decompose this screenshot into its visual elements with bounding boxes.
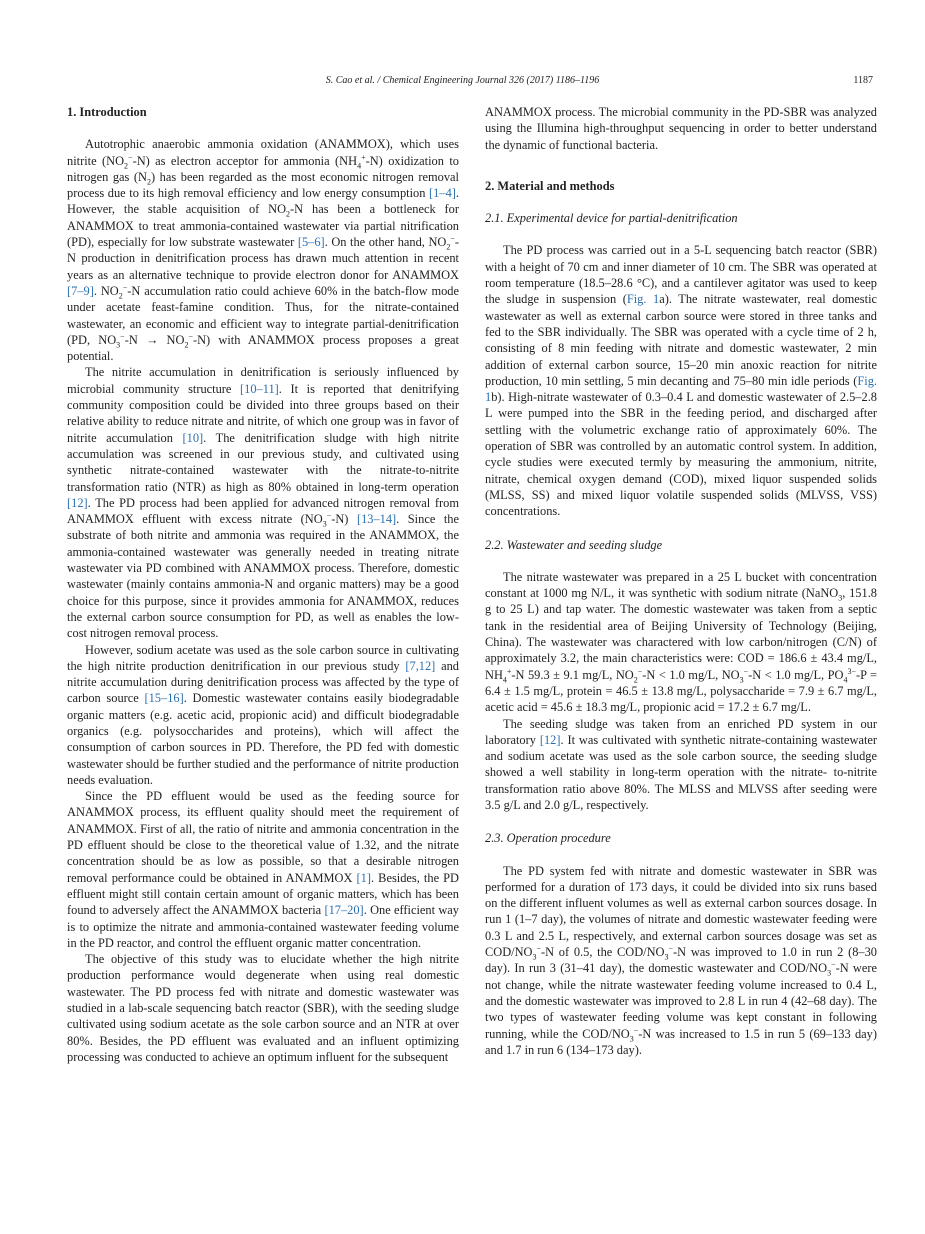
methods-2-2-paragraph-2: The seeding sludge was taken from an enriched PD system in our laboratory [12]. It was cultivated with synthetic nitrate-containing wastewater and sodium acetate was used as the sole carbon source, the seeding sludge showed a well stability in long-term operation with the nitrate- to-nitrite transformation ratio above 80%. The MLSS and MLVSS after seeding were 3.5 g/L and 2.0 g/L, respectively. [485,716,878,812]
subsection-heading-2-1: 2.1. Experimental device for partial-denitrification [485,211,738,226]
citation-link[interactable]: [10] [182,430,204,445]
citation-link[interactable]: [7,12] [405,658,436,673]
citation-link[interactable]: [10–11] [240,381,279,396]
intro-paragraph-4: Since the PD effluent would be used as the feeding source for ANAMMOX process, its effluent quality should meet the requirement of ANAMMOX. First of all, the ratio of nitrite and ammonia concentration in the PD effluent should be close to the theoretical value of 1.32, and the nitrate concentration should be as low as possible, so that a desirable nitrogen removal performance could be obtained in ANAMMOX [1]. Besides, the PD effluent might still contain certain amount of organic matters, which has been found to adversely affect the ANAMMOX bacteria [17–20]. One efficient way is to optimize the nitrate and ammonia-contained wastewater feeding volume in the PD reactor, and control the effluent organic matter concentration. [67,789,460,950]
citation-link[interactable]: [1–4] [429,186,456,201]
subsection-heading-2-3: 2.3. Operation procedure [485,831,611,846]
methods-2-2-paragraph-1: The nitrate wastewater was prepared in a 25 L bucket with concentration constant at 1000 mg N/L, it was synthetic with sodium nitrate (NaNO$_3$, 151.8 g to 25 L) and tap water. The domestic wastewater was taken from a septic tank in the residential area of Beijing University of Technology (Beijing, China). The wastewater was charactered with low carbon/nitrogen (C/N) of approximately 3.2, the main characteristics were: COD = 186.6 ± 43.4 mg/L, $NH_4^+-N$ 59.3 ± 9.1 mg/L, $NO_2^--N < 1.0$ mg/L, $NO_3^--N < 1.0$ mg/L, $PO_4^{3-}-P = 6.4 \pm 1.5$ mg/L, protein = 46.5 ± 13.8 mg/L, polysaccharide = 7.9 ± 6.7 mg/L, acetic acid = 45.6 ± 18.3 mg/L, propionic acid = 17.2 ± 6.7 mg/L. [485,569,878,715]
citation-link[interactable]: [5–6] [297,235,325,250]
subsection-heading-2-2: 2.2. Wastewater and seeding sludge [485,537,663,552]
citation-link[interactable]: [12] [67,495,88,510]
citation-link[interactable]: [15–16] [144,691,184,706]
intro-paragraph-5: The objective of this study was to elucidate whether the high nitrite production performance would degenerate when using real domestic wastewater. The PD process fed with nitrate and domestic wastewater was studied in a lab-scale sequencing batch reactor (SBR), with the seeding sludge cultivated using sodium acetate as the sole carbon source and an NTR at over 80%. Besides, the PD effluent was evaluated and an influent optimizing processing was conducted to achieve an optimum influent for the subsequent [67,952,459,1064]
citation-link[interactable]: [7–9] [67,283,94,298]
citation-link[interactable]: [13–14] [356,512,397,527]
section-heading-introduction: 1. Introduction [67,105,147,119]
citation-link[interactable]: [17–20] [324,903,364,918]
running-title: S. Cao et al. / Chemical Engineering Journal 326 (2017) 1186–1196 [325,75,600,86]
left-column [67,104,459,1065]
citation-link[interactable]: [12] [539,732,561,747]
section-heading-methods: 2. Material and methods [485,178,615,193]
intro-paragraph-5-continued: ANAMMOX process. The microbial community in the PD-SBR was analyzed using the Illumina high-throughput sequencing in order to better understand the dynamic of functional bacteria. [485,105,877,152]
methods-2-1-paragraph: The PD process was carried out in a 5-L sequencing batch reactor (SBR) with a height of 70 cm and inner diameter of 10 cm. The SBR was operated at room temperature (18.5–28.6 °C), and a cantilever agitator was used to keep the sludge in suspension (Fig. 1a). The nitrate wastewater, real domestic wastewater as well as external carbon source were stored in three tanks and fed to the SBR individually. The SBR was operated with a cycle time of 2 h, consisting of 8 min feeding with nitrate and domestic wastewater, 2 min addition of external carbon source, 15–20 min anoxic reaction for nitrite production, 10 min settling, 5 min decanting and 75–80 min idle periods (Fig. 1b). High-nitrate wastewater of 0.3–0.4 L and domestic wastewater of 2.5–2.8 L were pumped into the SBR in the feeding period, and discharged after settling with the volumetric exchange ratio of approximately 60%. The operation of SBR was controlled by an automatic control system. In addition, cycle studies were executed termly by measuring the ammonium, nitrite, nitrate, chemical oxygen demand (COD), mixed liquor suspended solids (MLSS, SS) and mixed liquor volatile suspended solids (MLVSS, VSS) concentrations. [485,243,878,519]
running-head [0,72,925,90]
intro-paragraph-1: Autotrophic anaerobic ammonia oxidation (ANAMMOX), which uses nitrite $(NO_2^--N)$ as electron acceptor for ammonia $(NH_4^+-N)$ oxidization to nitrogen gas $(N_2)$ has been regarded as the most economic nitrogen removal process due to its high removal efficiency and low energy consumption [1–4]. However, the stable acquisition of $NO_2-N$ has been a bottleneck for ANAMMOX to treat ammonia-contained wastewater via partial nitrification (PD), especially for low substrate wastewater [5–6]. On the other hand, $NO_2^--N$ production in denitrification process has drawn much attention in recent years as an alternative technique to provide electron donor for ANAMMOX [7–9]. $NO_2^--N$ accumulation ratio could achieve 60% in the batch-flow mode under acetate feast-famine condition. Thus, for the nitrate-contained wastewater, an economic and efficient way to integrate partial-denitrification (PD, $NO_3^--N \to NO_2^--N$) with ANAMMOX process proposes a great potential. [67,137,460,364]
page-number: 1187 [853,75,873,86]
citation-link[interactable]: [1] [356,870,371,885]
intro-paragraph-3: However, sodium acetate was used as the sole carbon source in cultivating the high nitrite production denitrification in our previous study [7,12] and nitrite accumulation during denitrification process was affected by the type of carbon source [15–16]. Domestic wastewater contains easily biodegradable organic matters (e.g. acetic acid, propionic acid) and difficult biodegradable organics (e.g. polysoccharides and proteins), which will affect the consumption of carbon sources in PD. Therefore, the PD fed with domestic wastewater should be further studied and the performance of nitrite production needs evaluation. [67,642,459,787]
methods-2-3-paragraph: The PD system fed with nitrate and domestic wastewater in SBR was performed for a duration of 173 days, it could be divided into six runs based on the different influent volumes as well as external carbon sources dosage. In run 1 (1–7 day), the volumes of nitrate and domestic wastewater feeding were 0.3 L and 2.5 L, respectively, and external carbon sources dosage was set as COD/$NO_3^--N$ of 0.5, the COD/$NO_3^--N$ was improved to 1.0 in run 2 (8–30 day). In run 3 (31–41 day), the domestic wastewater and COD/$NO_3^--N$ were not change, while the nitrate wastewater feeding volume increased to 0.4 L, and the domestic wastewater was improved to 2.8 L in run 4 (42–68 day). The two types of wastewater feeding volume was kept constant in following running, while the COD/$NO_3^--N$ was increased to 1.5 in run 5 (69–133 day) and 1.7 in run 6 (134–173 day). [485,863,877,1057]
figure-link[interactable]: Fig. 1 [485,373,877,405]
intro-paragraph-2: The nitrite accumulation in denitrification is seriously influenced by microbial community structure [10–11]. It is reported that denitrifying community composition could be divided into three groups based on their relative ability to reduce nitrate and nitrite, of which one group was in favor of nitrite accumulation [10]. The denitrification sludge with high nitrite accumulation was screened in our previous study, and cultivated using synthetic nitrate-contained wastewater with the nitrate-to-nitrite transformation ratio (NTR) as high as 80% obtained in long-term operation [12]. The PD process had been applied for advanced nitrogen removal from ANAMMOX effluent with excess nitrate $(NO_3^--N)$ [13–14]. Since the substrate of both nitrite and ammonia was required in the ANAMMOX, the ammonia-contained wastewater was generally needed in treating nitrate wastewater via PD combined with ANAMMOX process. Therefore, domestic wastewater (mainly contains ammonia-N and organic matters) may be a good choice for this purpose, since it provides ammonia for ANAMMOX, reduces the external carbon source consumption for PD, as well as enables the low-cost nitrogen removal process. [67,365,459,641]
right-column [485,104,877,1058]
figure-link[interactable]: Fig. 1 [626,292,660,307]
